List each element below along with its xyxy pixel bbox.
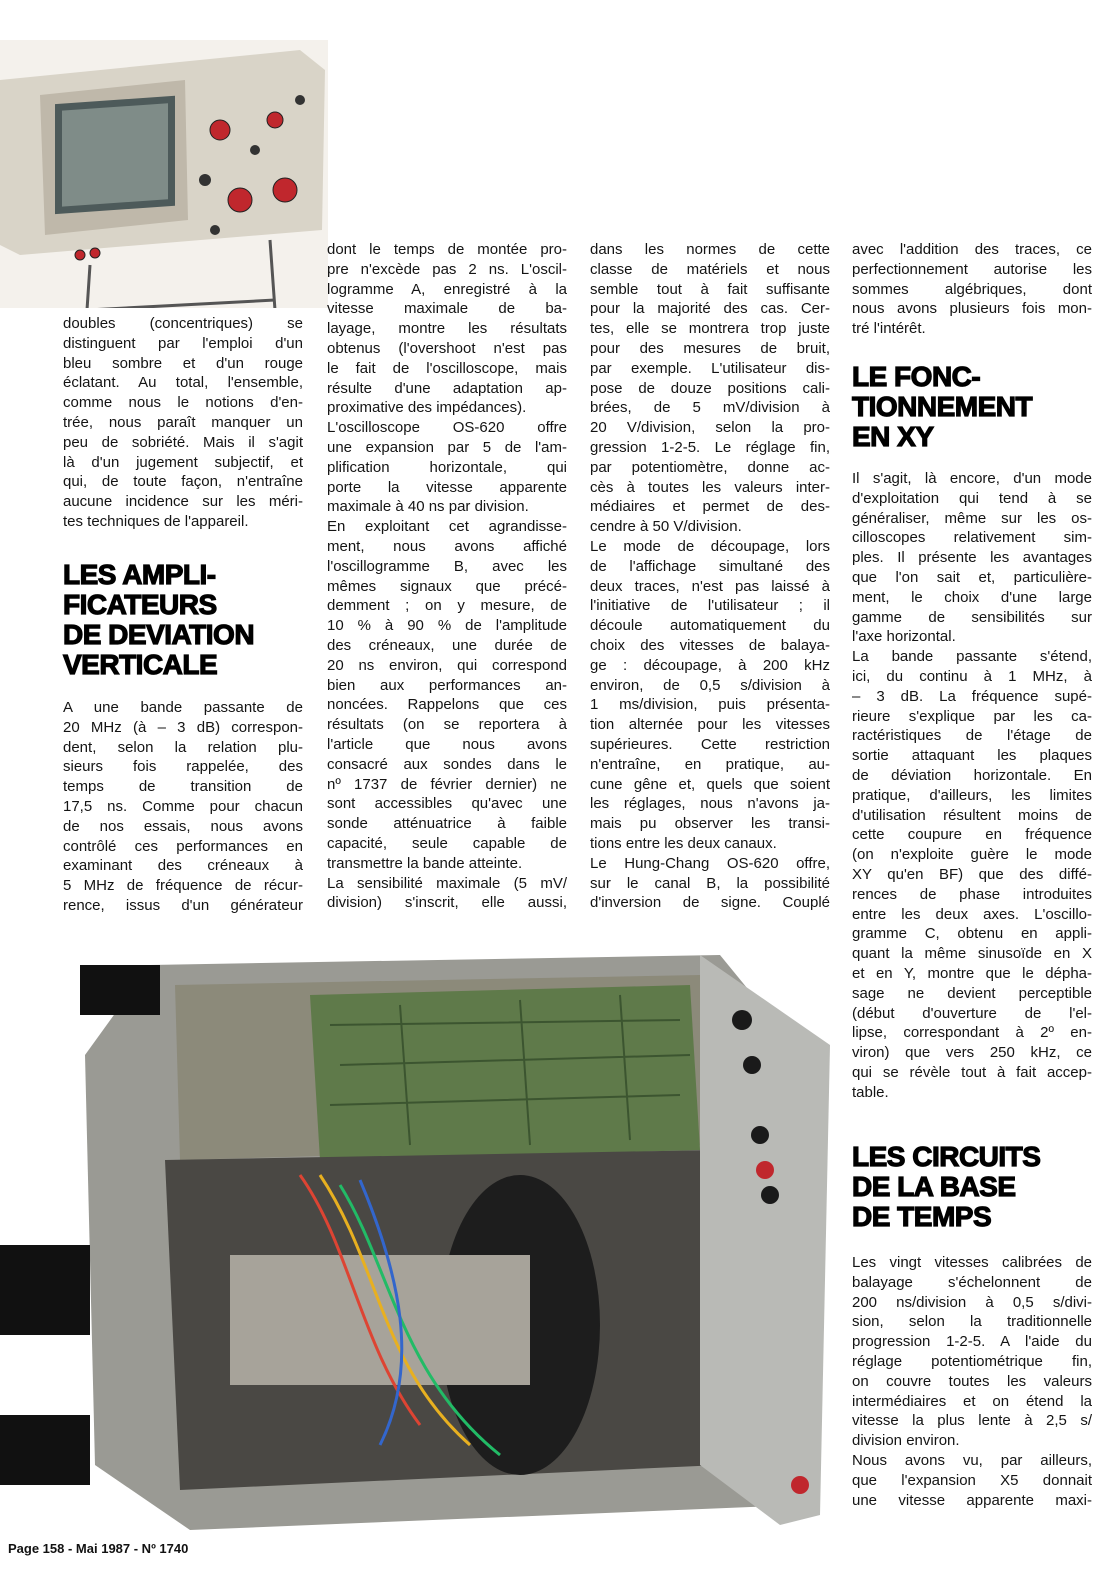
text-line: d'utilisation résultent moins de	[852, 806, 1092, 824]
text-line: ples. Il présente les avantages	[852, 549, 1092, 567]
text-line: La bande passante s'étend,	[852, 648, 1092, 666]
text-line: semble tout à fait suffisante	[590, 280, 830, 298]
text-line: examinant des créneaux à	[63, 857, 303, 875]
text-line: tion alternée pour les vitesses	[590, 716, 830, 734]
heading-line: LES CIRCUITS	[852, 1141, 1041, 1172]
text-line: mêmes signaux que précé-	[327, 577, 567, 595]
paragraph	[327, 240, 567, 418]
text-line: dans les normes de cette	[590, 241, 830, 258]
text-line: dont le temps de montée pro-	[327, 241, 567, 258]
text-line: d'exploitation qui tend à se	[852, 489, 1092, 507]
paragraph	[852, 1451, 1092, 1510]
text-line: éclatant. Au total, l'ensemble,	[63, 374, 303, 392]
text-line: pre n'excède pas 2 ns. L'oscil-	[327, 260, 567, 278]
paragraph	[63, 698, 303, 916]
text-line: qui, de toute façon, n'entraîne	[63, 473, 303, 491]
column-2-text	[327, 240, 567, 913]
text-line: là d'un jugement subjectif, et	[63, 453, 303, 471]
text-line: qui se révèle tout à fait accep-	[852, 1063, 1092, 1081]
text-line: proximative des impédances).	[327, 399, 527, 417]
text-line: maximale à 40 ns par division.	[327, 498, 529, 516]
paragraph	[590, 854, 830, 913]
text-line: temps de transition de	[63, 778, 303, 796]
text-line: gramme C, obtenu en appli-	[852, 925, 1092, 943]
text-line: sage ne devient perceptible	[852, 984, 1092, 1002]
text-line: bleu sombre et d'un rouge	[63, 354, 303, 372]
text-line: 17,5 ns. Comme pour chacun	[63, 797, 303, 815]
text-line: distinguent par l'emploi d'un	[63, 334, 303, 352]
text-line: 20 V/division, selon la pro-	[590, 419, 830, 437]
text-line: 10 % à 90 % de l'amplitude	[327, 617, 567, 635]
text-line: progression 1-2-5. A l'aide du	[852, 1333, 1092, 1351]
text-line: 5 MHz de fréquence de récur-	[63, 877, 303, 895]
text-line: sion, selon la traditionnelle	[852, 1313, 1092, 1331]
column-4-text-base-temps	[852, 1253, 1092, 1510]
text-line: table.	[852, 1083, 889, 1101]
column-3-text	[590, 240, 830, 913]
text-line: viron) que vers 250 kHz, ce	[852, 1044, 1092, 1062]
text-line: par exemple. L'utilisateur dis-	[590, 359, 830, 377]
text-line: sortie attaquant les plaques	[852, 747, 1092, 765]
text-line: nous avons plusieurs fois mon-	[852, 300, 1092, 318]
text-line: sont accessibles qu'avec une	[327, 795, 567, 813]
heading-line: DE DEVIATION	[63, 619, 255, 650]
text-line: gression 1-2-5. Le réglage fin,	[590, 438, 830, 456]
text-line: noncées. Rappelons que ces	[327, 696, 567, 714]
text-line: demment ; on y mesure, de	[327, 597, 567, 615]
text-line: sieurs fois rappelée, des	[63, 758, 303, 776]
text-line: pour des mesures de bruit,	[590, 339, 830, 357]
text-line: balayage s'échelonnent de	[852, 1273, 1092, 1291]
text-line: XY qu'en BF) que des diffé-	[852, 865, 1092, 883]
text-line: doubles (concentriques) se	[63, 315, 303, 332]
text-line: quant la même sinusoïde en X	[852, 945, 1092, 963]
text-line: trée, nous paraît manquer un	[63, 413, 303, 431]
text-line: perfectionnement autorise les	[852, 260, 1092, 278]
text-line: réglage potentiométrique fin,	[852, 1352, 1092, 1370]
text-line: généraliser, même sur les os-	[852, 509, 1092, 527]
text-line: tes, elle se montrera trop juste	[590, 320, 830, 338]
paragraph	[852, 469, 1092, 647]
text-line: sonde atténuatrice à faible	[327, 815, 567, 833]
text-line: deux traces, n'est pas laissé à	[590, 577, 830, 595]
oscilloscope-photo	[0, 40, 328, 308]
text-line: de nos essais, nous avons	[63, 817, 303, 835]
text-line: La sensibilité maximale (5 mV/	[327, 874, 567, 892]
text-line: environ, de 0,5 s/division à	[590, 676, 830, 694]
column-1-text-continued	[63, 698, 303, 916]
text-line: contrôlé ces performances en	[63, 837, 303, 855]
text-line: Le Hung-Chang OS-620 offre,	[590, 854, 830, 872]
text-line: avec l'addition des traces, ce	[852, 241, 1092, 258]
text-line: division) s'inscrit, elle aussi,	[327, 894, 567, 912]
text-line: ment, le choix d'une large	[852, 588, 1092, 606]
text-line: et en Y, montre que le dépha-	[852, 964, 1092, 982]
text-line: résultats (on se reportera à	[327, 716, 567, 734]
text-line: cès à toutes les valeurs inter-	[590, 478, 830, 496]
text-line: par potentiomètre, donne ac-	[590, 458, 830, 476]
text-line: cendre à 50 V/division.	[590, 518, 742, 536]
text-line: layage, montre les résultats	[327, 320, 567, 338]
heading-line: LE FONC-	[852, 361, 981, 392]
text-line: ment, nous avons affiché	[327, 537, 567, 555]
text-line: L'oscilloscope OS-620 offre	[327, 419, 567, 437]
heading-line: VERTICALE	[63, 649, 218, 680]
heading-line: LES AMPLI-	[63, 559, 216, 590]
paragraph	[63, 314, 303, 532]
text-line: d'inversion de signe. Couplé	[590, 894, 830, 912]
text-line: de déviation horizontale. En	[852, 766, 1092, 784]
paragraph	[852, 1253, 1092, 1451]
text-line: vitesse maximale de ba-	[327, 300, 567, 318]
text-line: 20 MHz (à – 3 dB) correspon-	[63, 718, 303, 736]
text-line: pose de douze positions cali-	[590, 379, 830, 397]
text-line: 20 ns environ, qui correspond	[327, 656, 567, 674]
text-line: mais pu observer les transi-	[590, 815, 830, 833]
text-line: lipse, correspondant à 2º en-	[852, 1024, 1092, 1042]
text-line: division environ.	[852, 1432, 960, 1450]
text-line: consacré aux sondes dans le	[327, 755, 567, 773]
text-line: 1 ms/division, puis présenta-	[590, 696, 830, 714]
column-4-text-xy	[852, 469, 1092, 1103]
text-line: (on n'exploite guère le mode	[852, 846, 1092, 864]
text-line: l'initiative de l'utilisateur ; il	[590, 597, 830, 615]
text-line: transmettre la bande atteinte.	[327, 854, 523, 872]
heading-line: TIONNEMENT	[852, 391, 1033, 422]
text-line: tré l'intérêt.	[852, 320, 926, 338]
text-line: les réglages, nous n'avons ja-	[590, 795, 830, 813]
text-line: n'entraîne, en pratique, au-	[590, 755, 830, 773]
page-footer: Page 158 - Mai 1987 - Nº 1740	[8, 1541, 189, 1556]
text-line: pour la majorité des cas. Cer-	[590, 300, 830, 318]
text-line: – 3 dB. La fréquence supé-	[852, 687, 1092, 705]
text-line: pratique, d'ailleurs, les limites	[852, 786, 1092, 804]
text-line: ici, du continu à 1 MHz, à	[852, 667, 1092, 685]
text-line: dent, selon la relation plu-	[63, 738, 303, 756]
text-line: (début d'ouverture de l'el-	[852, 1004, 1092, 1022]
text-line: peu de sobriété. Mais il s'agit	[63, 433, 303, 451]
text-line: cilloscopes relativement sim-	[852, 529, 1092, 547]
text-line: supérieures. Cette restriction	[590, 735, 830, 753]
heading-fonctionnement-xy	[852, 362, 1032, 452]
text-line: En exploitant cet agrandisse-	[327, 518, 567, 536]
text-line: l'oscillogramme B, avec les	[327, 557, 567, 575]
text-line: aucune incidence sur les méri-	[63, 493, 303, 511]
paragraph	[852, 240, 1092, 339]
text-line: tes techniques de l'appareil.	[63, 512, 249, 530]
text-line: cune gêne et, quels que soient	[590, 775, 830, 793]
text-line: une expansion par 5 de l'am-	[327, 438, 567, 456]
text-line: rences de phase introduites	[852, 885, 1092, 903]
heading-line: DE TEMPS	[852, 1201, 992, 1232]
text-line: bien aux performances an-	[327, 676, 567, 694]
text-line: brées, de 5 mV/division à	[590, 399, 830, 417]
text-line: sommes algébriques, dont	[852, 280, 1092, 298]
text-line: nº 1737 de février dernier) ne	[327, 775, 567, 793]
text-line: logramme A, enregistré à la	[327, 280, 567, 298]
text-line: choix des vitesses de balaya-	[590, 636, 830, 654]
paragraph	[590, 537, 830, 854]
text-line: vitesse la plus lente à 2,5 s/	[852, 1412, 1092, 1430]
text-line: des créneaux, une durée de	[327, 636, 567, 654]
paragraph	[852, 647, 1092, 1102]
text-line: Il s'agit, là encore, d'un mode	[852, 470, 1092, 487]
column-1-text	[63, 314, 303, 532]
paragraph	[590, 240, 830, 537]
heading-line: DE LA BASE	[852, 1171, 1016, 1202]
text-line: rence, issus d'un générateur	[63, 896, 303, 914]
text-line: comme nous le notions d'en-	[63, 394, 303, 412]
text-line: ge : découpage, à 200 kHz	[590, 656, 830, 674]
text-line: obtenus (l'overshoot n'est pas	[327, 339, 567, 357]
text-line: résulte d'une adaptation ap-	[327, 379, 567, 397]
text-line: plification horizontale, qui	[327, 458, 567, 476]
heading-base-de-temps	[852, 1142, 1040, 1232]
text-line: intermédiaires et on étend la	[852, 1392, 1092, 1410]
text-line: gamme de sensibilités sur	[852, 608, 1092, 626]
text-line: le fait de l'oscilloscope, mais	[327, 359, 567, 377]
text-line: Les vingt vitesses calibrées de	[852, 1254, 1092, 1271]
text-line: que l'expansion X5 donnait	[852, 1471, 1092, 1489]
chassis-interior-photo	[0, 945, 832, 1545]
text-line: Nous avons vu, par ailleurs,	[852, 1451, 1092, 1469]
text-line: de l'affichage simultané des	[590, 557, 830, 575]
text-line: porte la vitesse apparente	[327, 478, 567, 496]
text-line: ractéristiques de l'étage de	[852, 727, 1092, 745]
text-line: sur le canal B, la possibilité	[590, 874, 830, 892]
text-line: que l'on sait et, particulière-	[852, 568, 1092, 586]
text-line: 200 ns/division à 0,5 s/divi-	[852, 1293, 1092, 1311]
text-line: capacité, seule capable de	[327, 834, 567, 852]
column-4-text	[852, 240, 1092, 339]
text-line: Le mode de découpage, lors	[590, 537, 830, 555]
text-line: A une bande passante de	[63, 699, 303, 716]
text-line: cette coupure en fréquence	[852, 826, 1092, 844]
heading-line: EN XY	[852, 421, 934, 452]
text-line: classe de matériels et nous	[590, 260, 830, 278]
text-line: découle automatiquement du	[590, 617, 830, 635]
text-line: entre les deux axes. L'oscillo-	[852, 905, 1092, 923]
text-line: médiaires et permet de des-	[590, 498, 830, 516]
paragraph	[327, 517, 567, 873]
text-line: on couvre toutes les valeurs	[852, 1372, 1092, 1390]
heading-amplificateurs	[63, 560, 254, 680]
text-line: l'axe horizontal.	[852, 628, 956, 646]
text-line: rieure s'explique par les ca-	[852, 707, 1092, 725]
paragraph	[327, 874, 567, 914]
text-line: une vitesse apparente maxi-	[852, 1491, 1092, 1509]
text-line: tions entre les deux canaux.	[590, 834, 777, 852]
text-line: l'article que nous avons	[327, 735, 567, 753]
paragraph	[327, 418, 567, 517]
heading-line: FICATEURS	[63, 589, 217, 620]
